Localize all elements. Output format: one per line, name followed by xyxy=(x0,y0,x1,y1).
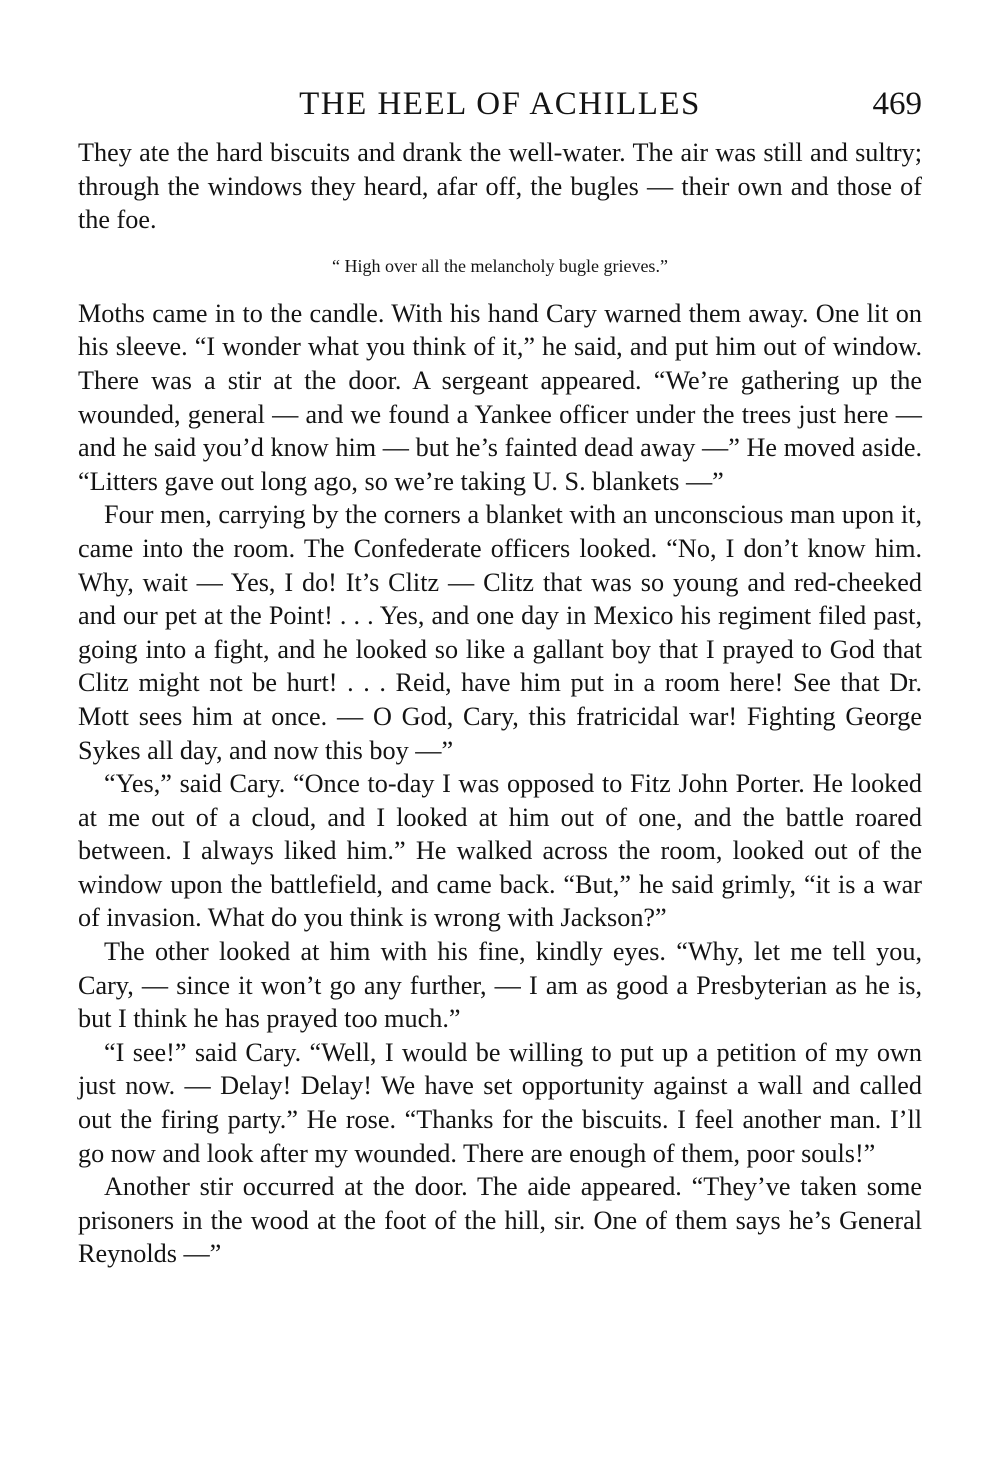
paragraph: They ate the hard biscuits and drank the well-water. The air was still and sultry; through the windows they heard, afar off, the bugles — their own and those of the foe. xyxy=(78,138,922,235)
paragraph: Moths came in to the candle. With his hand Cary warned them away. One lit on his sleeve. “I wonder what you think of it,” he said, and put him out of window. There was a stir at the door. A sergeant appeared. “We’re gathering up the wounded, general — and we found a Yankee officer under the trees just here — and he said you’d know him — but he’s fainted dead away —” He moved aside. “Litters gave out long ago, so we’re taking U. S. blankets —” xyxy=(78,298,922,496)
page-header xyxy=(78,80,922,136)
paragraph: Four men, carrying by the corners a blanket with an unconscious man upon it, came into the room. The Confederate officers looked. “No, I don’t know him. Why, wait — Yes, I do! It’s Clitz — Clitz that was so young and red-cheeked and our pet at the Point! . . . Yes, and one day in Mexico his regiment filed past, going into a fight, and he looked so like a gallant boy that I prayed to God that Clitz might not be hurt! . . . Reid, have him put in a room here! See that Dr. Mott sees him at once. — O God, Cary, this fratricidal war! Fighting George Sykes all day, and now this boy —” xyxy=(78,500,922,765)
running-title: THE HEEL OF ACHILLES xyxy=(299,86,701,122)
paragraph: “I see!” said Cary. “Well, I would be willing to put up a petition of my own just now. — Delay! Delay! We have set opportunity against a wall and called out the firing party.” He rose. “Thanks for the biscuits. I feel another man. I’ll go now and look after my wounded. There are enough of them, poor souls!” xyxy=(78,1037,922,1168)
paragraph: “Yes,” said Cary. “Once to-day I was opposed to Fitz John Porter. He looked at me out of a cloud, and I looked at him out of one, and the battle roared between. I always liked him.” He walked across the room, looked out of the window upon the battlefield, and came back. “But,” he said grimly, “it is a war of invasion. What do you think is wrong with Jackson?” xyxy=(78,769,922,933)
paragraph: The other looked at him with his fine, kindly eyes. “Why, let me tell you, Cary, — since it won’t go any further, — I am as good a Presbyterian as he is, but I think he has prayed too much.” xyxy=(78,937,922,1034)
quotation: “ High over all the melancholy bugle grieves.” xyxy=(332,255,668,276)
paragraph: Another stir occurred at the door. The aide appeared. “They’ve taken some prisoners in the wood at the foot of the hill, sir. One of them says he’s General Reynolds —” xyxy=(78,1172,922,1269)
book-page xyxy=(78,80,922,1271)
page-number: 469 xyxy=(872,86,922,122)
